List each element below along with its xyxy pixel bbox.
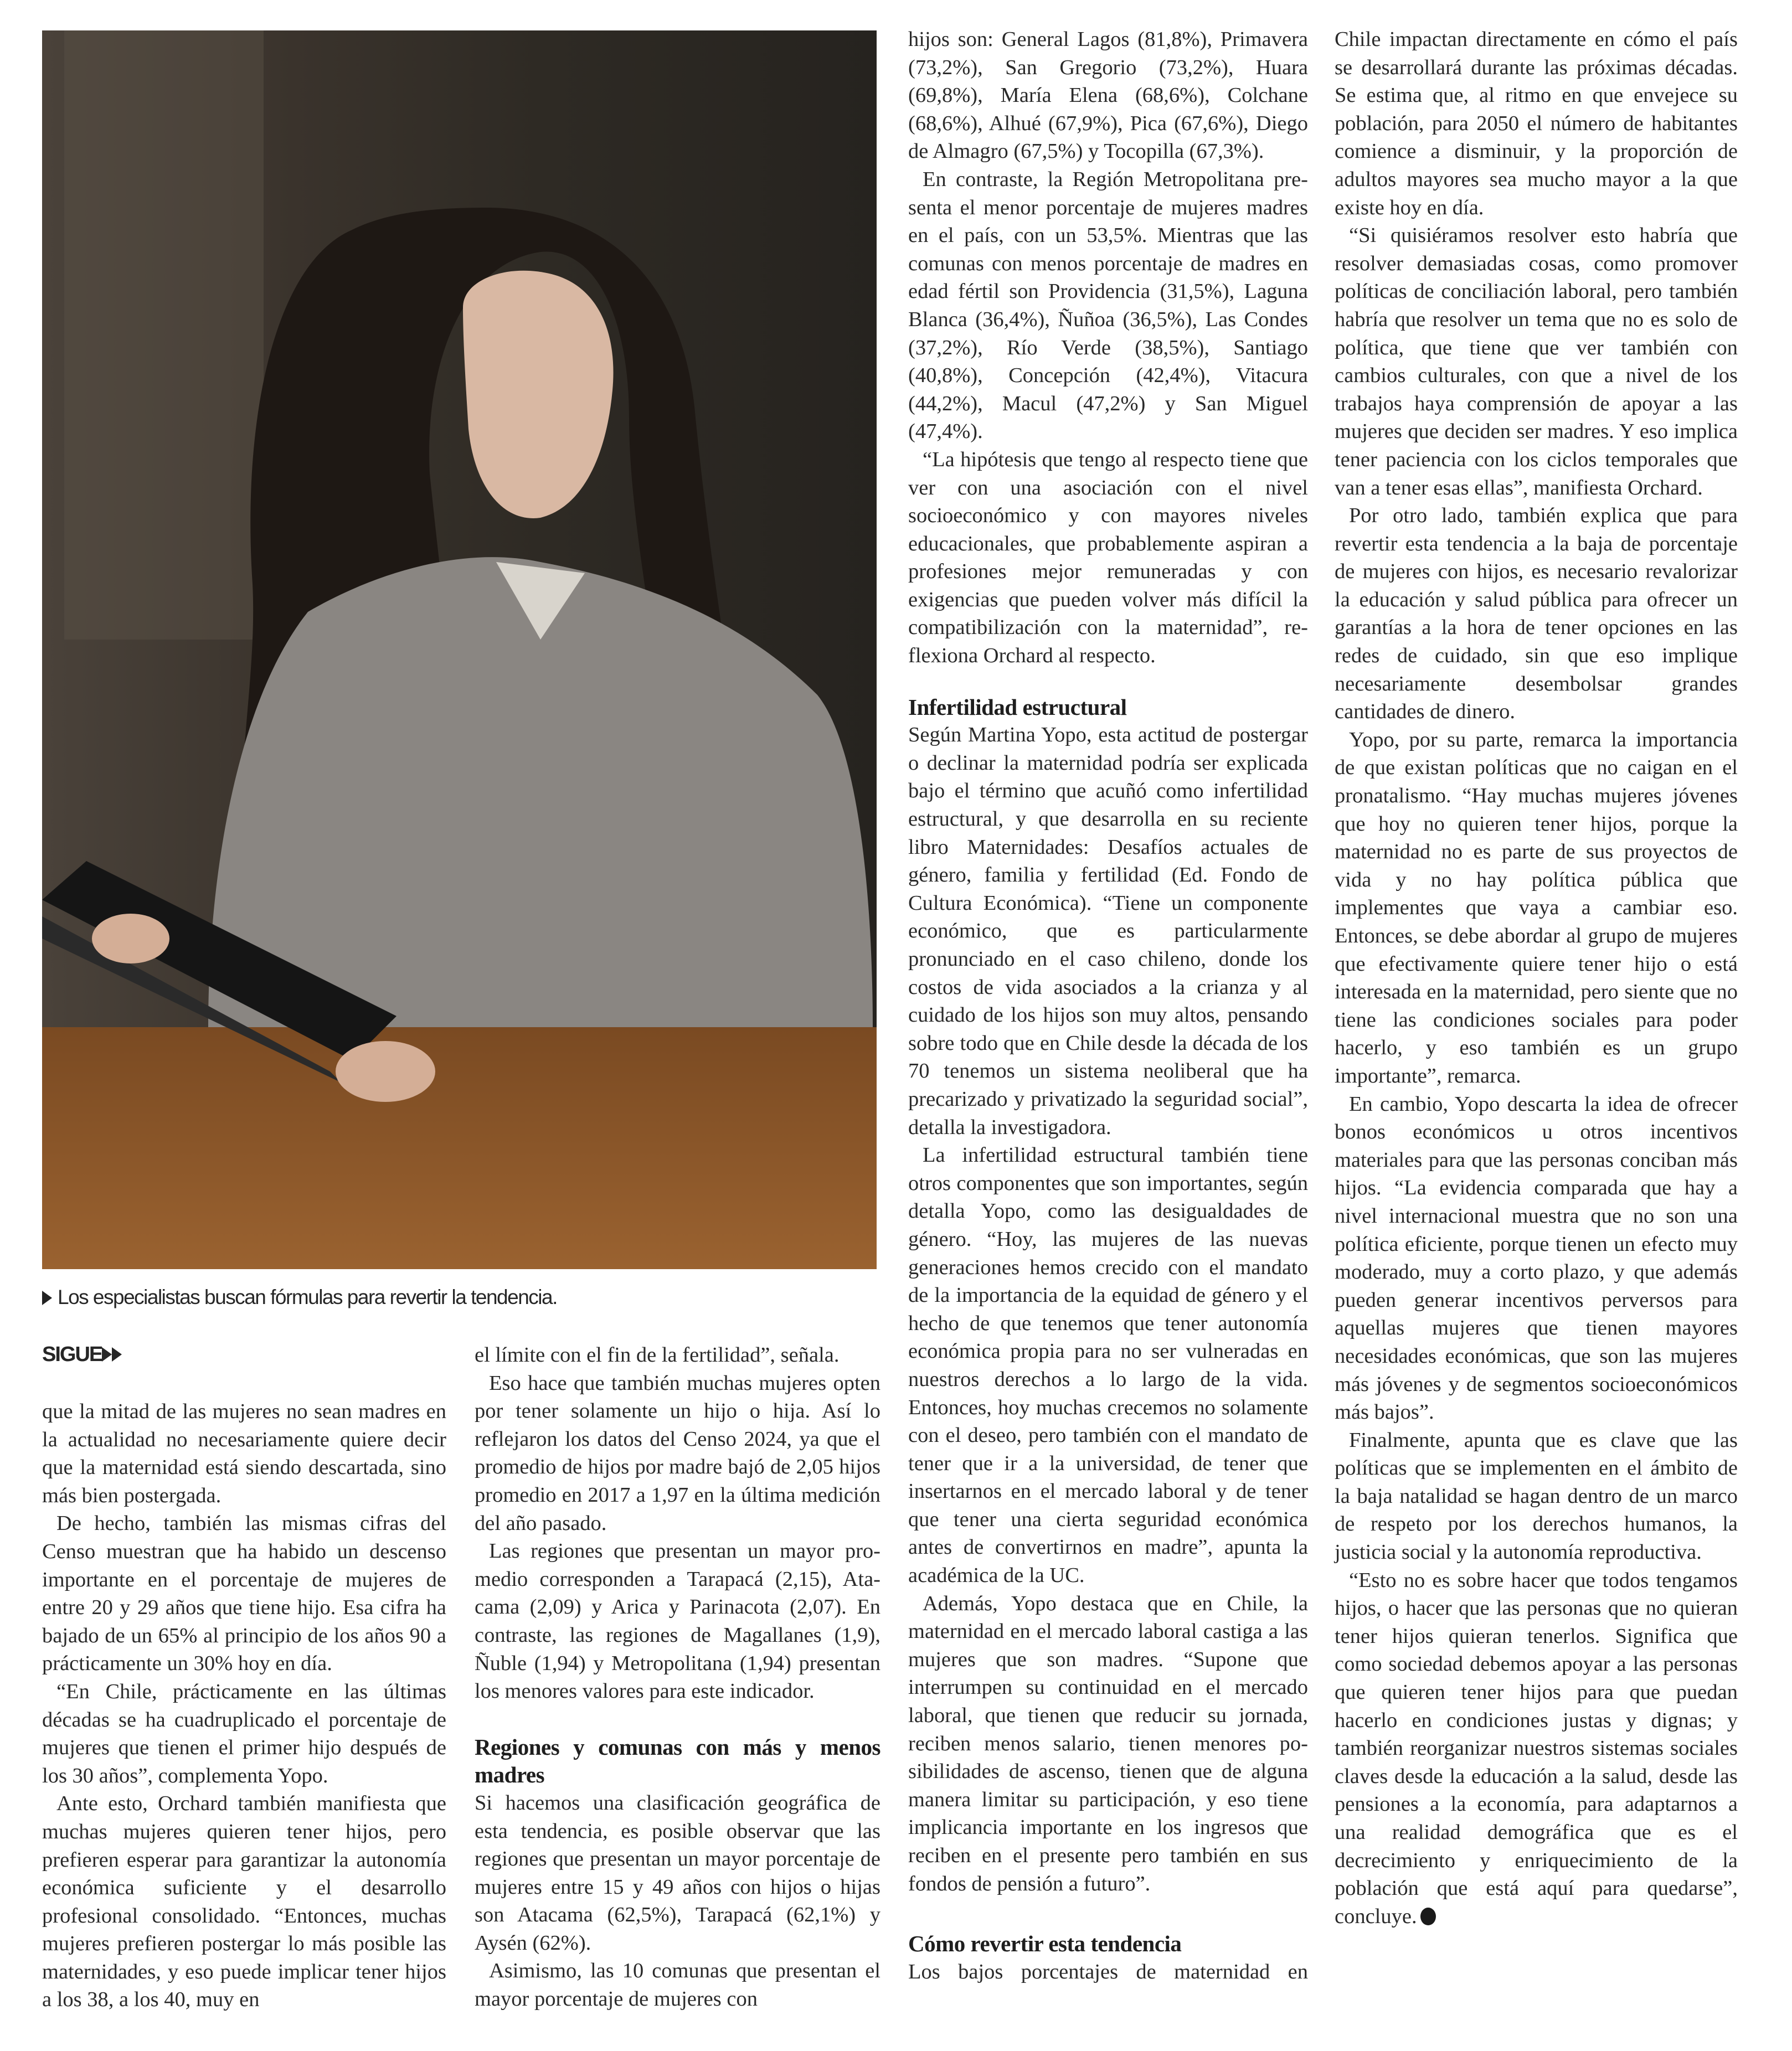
paragraph: Eso hace que también muchas mujeres opten por tener solamente un hijo o hija. Así lo reflejaron los datos del Censo 2024, ya que el promedio de hijos por madre bajó de 2,05 hijos promedio en 2017 a 1,97 en la última medición del año pasado. [475, 1371, 880, 1535]
article-column-4 [1335, 25, 1738, 1930]
continue-marker [42, 1343, 122, 1367]
woman-with-tablet-illustration [42, 30, 877, 1269]
paragraph: “La hipótesis que tengo al respecto tiene que ver con una asociación con el nivel socioeconómico y con mayores niveles educacionales, que probablemente aspiran a profesiones mejor remuneradas y con exigencias que pueden volver más difícil la compatibilización con la maternidad”, reflexiona Orchard al respecto. [908, 447, 1308, 668]
paragraph: Según Martina Yopo, esta actitud de postergar o declinar la maternidad podría ser explicada bajo el término que acuñó como infertilidad estructural, y que desarrolla en su reciente libro Maternidades: Desafíos actuales de género, familia y fertilidad (Ed. Fondo de Cultura Económica). “Tiene un componente económico, que es particularmente pronunciado en el caso chileno, donde los costos de vida asociados a la crianza y al cuidado de los hijos son muy altos, pensando sobre todo que en Chile desde la década de los 70 tenemos un sistema neoliberal que ha precarizado y privatizado la seguridad social”, detalla la investigadora. [908, 723, 1308, 1139]
paragraph: el límite con el fin de la fertilidad”, señala. [475, 1343, 840, 1367]
paragraph: Ante esto, Orchard también manifiesta que muchas mujeres quieren tener hijos, pero prefieren esperar para garantizar la autonomía económica suficiente y el desarrollo profesional consolidado. “Entonces, muchas mujeres prefieren postergar lo más posible las maternidades, y eso puede implicar tener hijos a los 38, a los 40, muy en [42, 1792, 446, 2012]
sigue-label: SIGUE [42, 1343, 102, 1366]
article-column-3 [908, 25, 1308, 1986]
section-spacer [475, 1705, 880, 1733]
double-arrow-icon [112, 1347, 122, 1362]
article-column-2 [475, 1341, 880, 2013]
paragraph: De hecho, también las mismas cifras del Censo muestran que ha habido un descenso importante en el porcentaje de mujeres de entre 20 y 29 años que tiene hijo. Esa cifra ha bajado de un 65% al principio de los años 90 a prácticamente un 30% hoy en día. [42, 1512, 446, 1676]
double-arrow-icon [102, 1347, 112, 1362]
paragraph: En cambio, Yopo descarta la idea de ofrecer bonos económicos u otros incentivos materiales para que las personas conciban más hijos. “La evidencia comparada que hay a nivel internacional muestra que no son una política eficiente, porque tienen un efecto muy moderado, muy a corto plazo, y que además pueden generar incentivos perversos para aquellas mujeres que tienen mayores necesidades económicas, que son las mujeres más jóvenes y de segmentos socioeconómicos más bajos”. [1335, 1092, 1738, 1424]
paragraph: Yopo, por su parte, remarca la importancia de que existan políticas que no caigan en el pronatalismo. “Hay muchas mujeres jóvenes que hoy no quieren tener hijos, porque la maternidad no es parte de sus proyectos de vida y no hay política pública que implementes que vaya a cambiar eso. Entonces, se debe abordar al grupo de mujeres que efectivamente quiere tener hijo o está interesada en la maternidad, pero siente que no tiene las condiciones sociales para poder hacerlo, y eso también es un grupo importante”, remarca. [1335, 728, 1738, 1088]
caption-text: Los especialistas buscan fórmulas para revertir la tendencia. [58, 1286, 557, 1308]
caption-triangle-icon [42, 1291, 52, 1305]
article-column-1 [42, 1398, 446, 2014]
paragraph: “En Chile, prácticamente en las últimas décadas se ha cuadruplicado el porcentaje de mujeres que tienen el primer hijo después de los 30 años”, complementa Yopo. [42, 1679, 446, 1787]
article-photo [42, 30, 877, 1269]
photo-caption [42, 1286, 557, 1309]
paragraph: Chile impactan directamente en cómo el país se desarrollará durante las próximas décadas. Se estima que, al ritmo en que envejece su población, para 2050 el número de habitantes comience a disminuir, y la proporción de adultos mayores sea mucho mayor a la que existe hoy en día. [1335, 28, 1738, 219]
paragraph: “Si quisiéramos resolver esto habría que resolver demasiadas cosas, como promover políticas de conciliación laboral, pero también habría que resolver un tema que no es solo de política, que tiene que ver también con cambios culturales, con que a nivel de los trabajos haya comprensión de apoyar a las mujeres que deciden ser madres. Y eso implica tener paciencia con los ciclos temporales que van a tener esas ellas”, manifiesta Orchard. [1335, 224, 1738, 499]
paragraph: En contraste, la Región Metropolitana presenta el menor porcentaje de mujeres madres en el país, con un 53,5%. Mientras que las comunas con menos porcentaje de madres en edad fértil son Providencia (31,5%), Laguna Blanca (36,4%), Ñuñoa (36,5%), Las Condes (37,2%), Río Verde (38,5%), Santiago (40,8%), Concepción (42,4%), Vitacura (44,2%), Macul (47,2%) y San Miguel (47,4%). [908, 167, 1308, 444]
paragraph: Asimismo, las 10 comunas que presentan el mayor porcentaje de mujeres con [475, 1959, 880, 2011]
section-heading-como-revertir: Cómo revertir esta tendencia [908, 1931, 1182, 1957]
paragraph: Además, Yopo destaca que en Chile, la maternidad en el mercado laboral castiga a las mujeres que son madres. “Supone que interrumpen su continuidad en el mercado laboral, que tienen que reducir su jornada, reciben menos salario, tienen menores posibilidades de ascenso, tienen que de alguna manera limitar su participación, y eso tiene implicancia importante en los ingresos que reciben en el presente pero también en sus fondos de pensión a futuro”. [908, 1591, 1308, 1895]
section-spacer [908, 1898, 1308, 1930]
paragraph: La infertilidad estructural también tiene otros componentes que son importantes, según detalla Yopo, como las desigualdades de género. “Hoy, las mujeres de las nuevas generaciones hemos crecido con el mandato de la importancia de la equidad de género y el hecho de que tenemos que tener autonomía económica propia para no ser vulneradas en nuestros derechos a lo largo de la vida. Entonces, hoy muchas crecemos no solamente con el deseo, pero también con el mandato de tener que ir a la universidad, de tener que insertarnos en el mercado laboral y de tener que tener una cierta seguridad económica antes de convertirnos en madre”, apunta la académica de la UC. [908, 1143, 1308, 1588]
section-heading-regiones: Regiones y comunas con más y menos madres [475, 1734, 880, 1788]
final-paragraph-text: “Esto no es sobre hacer que todos tengamos hijos, o hacer que las personas que no quieran tener hijos quieran tenerlos. Significa que como sociedad debemos apoyar a las personas que quieren tener hijos para que puedan hacerlo en condiciones justas y dignas; y también reorganizar nuestros sistemas sociales claves desde la educación a la salud, desde las pensiones a la economía, para adaptarnos a una realidad demográfica que es el decrecimiento y enriquecimiento de la población que está aquí para quedarse”, concluye. [1335, 1568, 1738, 1928]
paragraph: Por otro lado, también explica que para revertir esta tendencia a la baja de porcentaje de mujeres con hijos, es necesario revalorizar la educación y salud pública para ofrecer un garantías a la hora de tener opciones en las redes de cuidado, sin que eso implique necesariamente desembolsar grandes cantidades de dinero. [1335, 504, 1738, 724]
paragraph-final [1335, 1566, 1738, 1931]
paragraph: Si hacemos una clasificación geográfica de esta tendencia, es posible observar que las regiones que presentan un mayor porcentaje de mujeres entre 15 y 49 años con hijos o hijas son Atacama (62,5%), Tarapacá (62,1%) y Aysén (62%). [475, 1791, 880, 1955]
paragraph: Las regiones que presentan un mayor promedio corresponden a Tarapacá (2,15), Atacama (2,09) y Arica y Parinacota (2,07). En contraste, las regiones de Magallanes (1,9), Ñuble (1,94) y Metropolitana (1,94) presentan los menores valores para este indicador. [475, 1539, 880, 1703]
paragraph: hijos son: General Lagos (81,8%), Primavera (73,2%), San Gregorio (73,2%), Huara (69,8%), María Elena (68,6%), Colchane (68,6%), Alhué (67,9%), Pica (67,6%), Diego de Almagro (67,5%) y Tocopilla (67,3%). [908, 28, 1308, 163]
section-heading-infertilidad: Infertilidad estructural [908, 694, 1127, 720]
paragraph: que la mitad de las mujeres no sean madres en la actualidad no necesariamente quiere decir que la maternidad está siendo descartada, sino más bien postergada. [42, 1400, 446, 1507]
paragraph: Los bajos porcentajes de maternidad en [908, 1960, 1308, 1983]
paragraph: Finalmente, apunta que es clave que las políticas que se implementen en el ámbito de la baja natalidad se hagan dentro de un marco de respeto por los derechos humanos, la justicia social y la autonomía reproductiva. [1335, 1428, 1738, 1564]
section-spacer [908, 670, 1308, 693]
end-of-article-dot-icon [1420, 1908, 1436, 1925]
